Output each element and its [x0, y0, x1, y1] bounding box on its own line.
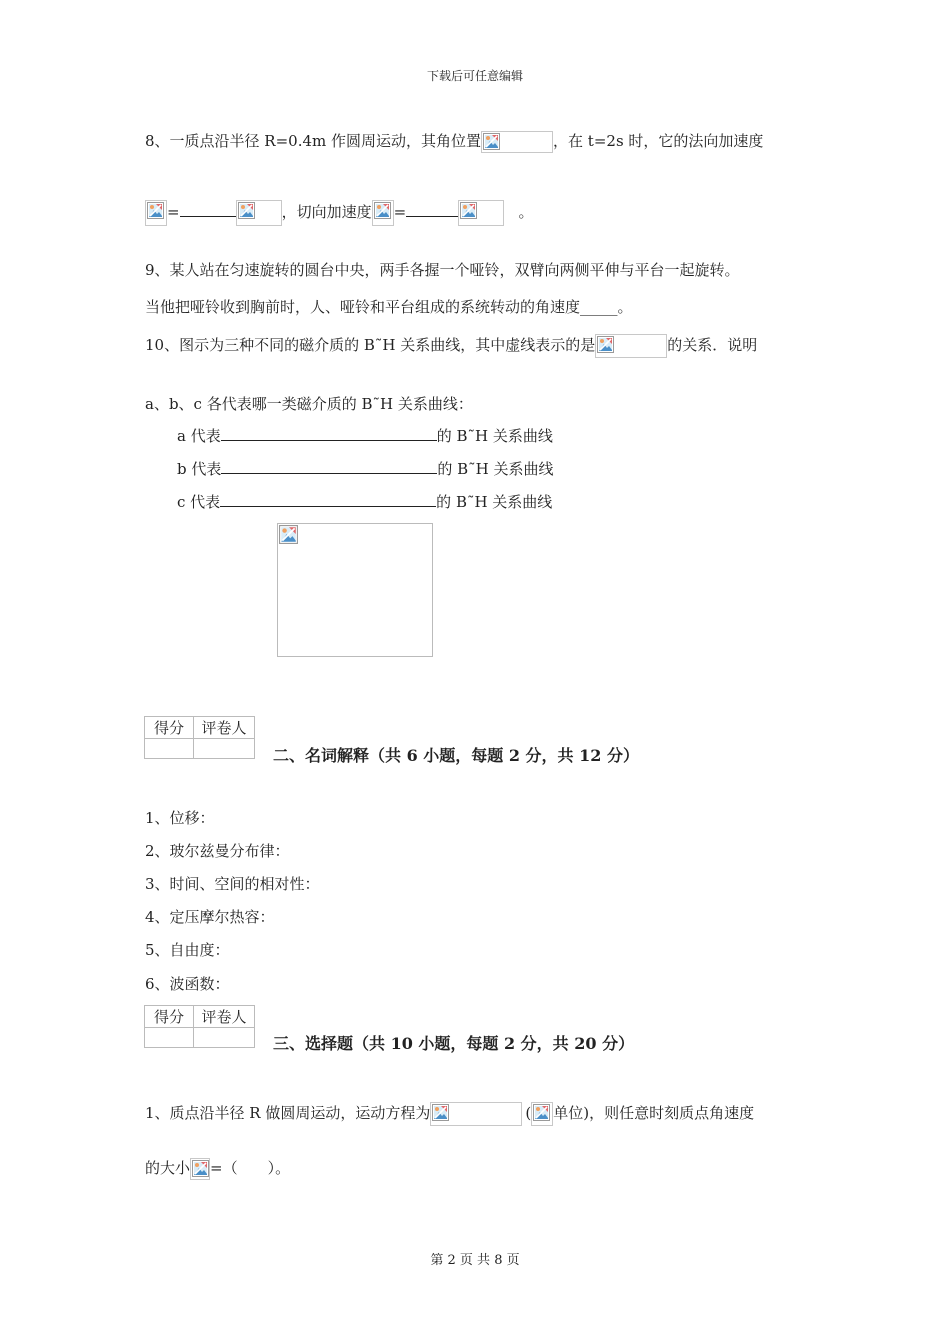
- row-prefix: b 代表: [177, 460, 222, 478]
- score-label: 得分: [145, 1006, 194, 1028]
- q8-mid: ，切向加速度: [281, 203, 372, 221]
- page-footer: 第 2 页 共 8 页: [430, 1253, 520, 1268]
- broken-image-icon: [279, 525, 298, 544]
- formula-image: [236, 200, 282, 226]
- score-label: 得分: [145, 717, 194, 739]
- q10-row-c: [177, 492, 552, 512]
- row-suffix: 的 B˜H 关系曲线: [436, 427, 553, 445]
- section3-title: 三、选择题（共 10 小题，每题 2 分，共 20 分）: [273, 1034, 635, 1053]
- q8-end: 。: [518, 203, 534, 221]
- section2-title: 二、名词解释（共 6 小题，每题 2 分，共 12 分）: [273, 746, 639, 765]
- section2-item: 5、自由度：: [145, 941, 230, 959]
- section2-item: 2、玻尔兹曼分布律：: [145, 842, 290, 860]
- q8-text-b: ，在 t=2s 时，它的法向加速度: [553, 132, 764, 150]
- formula-image: [458, 200, 504, 226]
- broken-image-icon: [460, 202, 477, 219]
- grader-label: 评卷人: [194, 717, 255, 739]
- s3-q1-text-e: =（ ）。: [210, 1159, 291, 1177]
- page-header: 下载后可任意编辑: [426, 69, 523, 83]
- q8-line1: [145, 131, 763, 153]
- broken-image-icon: [533, 1104, 550, 1121]
- formula-image: [531, 1102, 553, 1126]
- q10-row-a: [177, 426, 553, 446]
- broken-image-icon: [432, 1104, 449, 1121]
- section2-item: 3、时间、空间的相对性：: [145, 875, 320, 893]
- formula-image: [190, 1158, 210, 1180]
- section2-item: 1、位移：: [145, 809, 215, 827]
- section2-item: 4、定压摩尔热容：: [145, 908, 275, 926]
- answer-blank: [220, 492, 436, 507]
- grader-cell: [194, 739, 255, 759]
- s3-q1-text-c: 单位)，则任意时刻质点角速度: [553, 1104, 755, 1122]
- q8-eq2: =: [393, 203, 407, 221]
- q10-text-a: 10、图示为三种不同的磁介质的 B˜H 关系曲线，其中虚线表示的是: [145, 336, 596, 354]
- score-box-section3: [144, 1005, 255, 1048]
- s3-q1-line2: [145, 1158, 290, 1180]
- section2-item: 6、波函数：: [145, 975, 230, 993]
- answer-blank: [221, 426, 437, 441]
- broken-image-icon: [597, 336, 614, 353]
- formula-image: [595, 334, 667, 358]
- q10-row-b: [177, 459, 554, 479]
- formula-image: [481, 131, 553, 153]
- q8-text-a: 8、一质点沿半径 R=0.4m 作圆周运动，其角位置: [145, 132, 482, 150]
- row-prefix: a 代表: [177, 427, 221, 445]
- q10-text-b: 的关系．说明: [667, 336, 758, 354]
- broken-image-icon: [483, 133, 500, 150]
- broken-image-icon: [238, 202, 255, 219]
- s3-q1-text-b: (: [525, 1104, 532, 1122]
- q8-line2: [145, 200, 534, 226]
- formula-image: [430, 1102, 522, 1126]
- row-prefix: c 代表: [177, 493, 221, 511]
- bh-curve-figure: [277, 523, 433, 657]
- q9-line1: 9、某人站在匀速旋转的圆台中央，两手各握一个哑铃，双臂向两侧平伸与平台一起旋转。: [145, 261, 740, 279]
- grader-cell: [194, 1028, 255, 1048]
- grader-label: 评卷人: [194, 1006, 255, 1028]
- s3-q1-text-a: 1、质点沿半径 R 做圆周运动，运动方程为: [145, 1104, 431, 1122]
- s3-q1-line1: [145, 1102, 754, 1126]
- row-suffix: 的 B˜H 关系曲线: [437, 460, 554, 478]
- formula-image: [372, 200, 394, 226]
- broken-image-icon: [147, 202, 164, 219]
- q10-line2: a、b、c 各代表哪一类磁介质的 B˜H 关系曲线：: [145, 395, 473, 413]
- q8-eq1: =: [167, 203, 180, 221]
- row-suffix: 的 B˜H 关系曲线: [436, 493, 553, 511]
- formula-image: [145, 200, 167, 226]
- answer-blank: [406, 202, 458, 217]
- score-cell: [145, 739, 194, 759]
- q9-line2: 当他把哑铃收到胸前时，人、哑铃和平台组成的系统转动的角速度_____。: [145, 298, 633, 316]
- score-box-section2: [144, 716, 255, 759]
- s3-q1-text-d: 的大小: [145, 1159, 191, 1177]
- answer-blank: [180, 202, 236, 217]
- broken-image-icon: [374, 202, 391, 219]
- answer-blank: [221, 459, 437, 474]
- broken-image-icon: [192, 1160, 209, 1177]
- score-cell: [145, 1028, 194, 1048]
- q10-line1: [145, 334, 757, 358]
